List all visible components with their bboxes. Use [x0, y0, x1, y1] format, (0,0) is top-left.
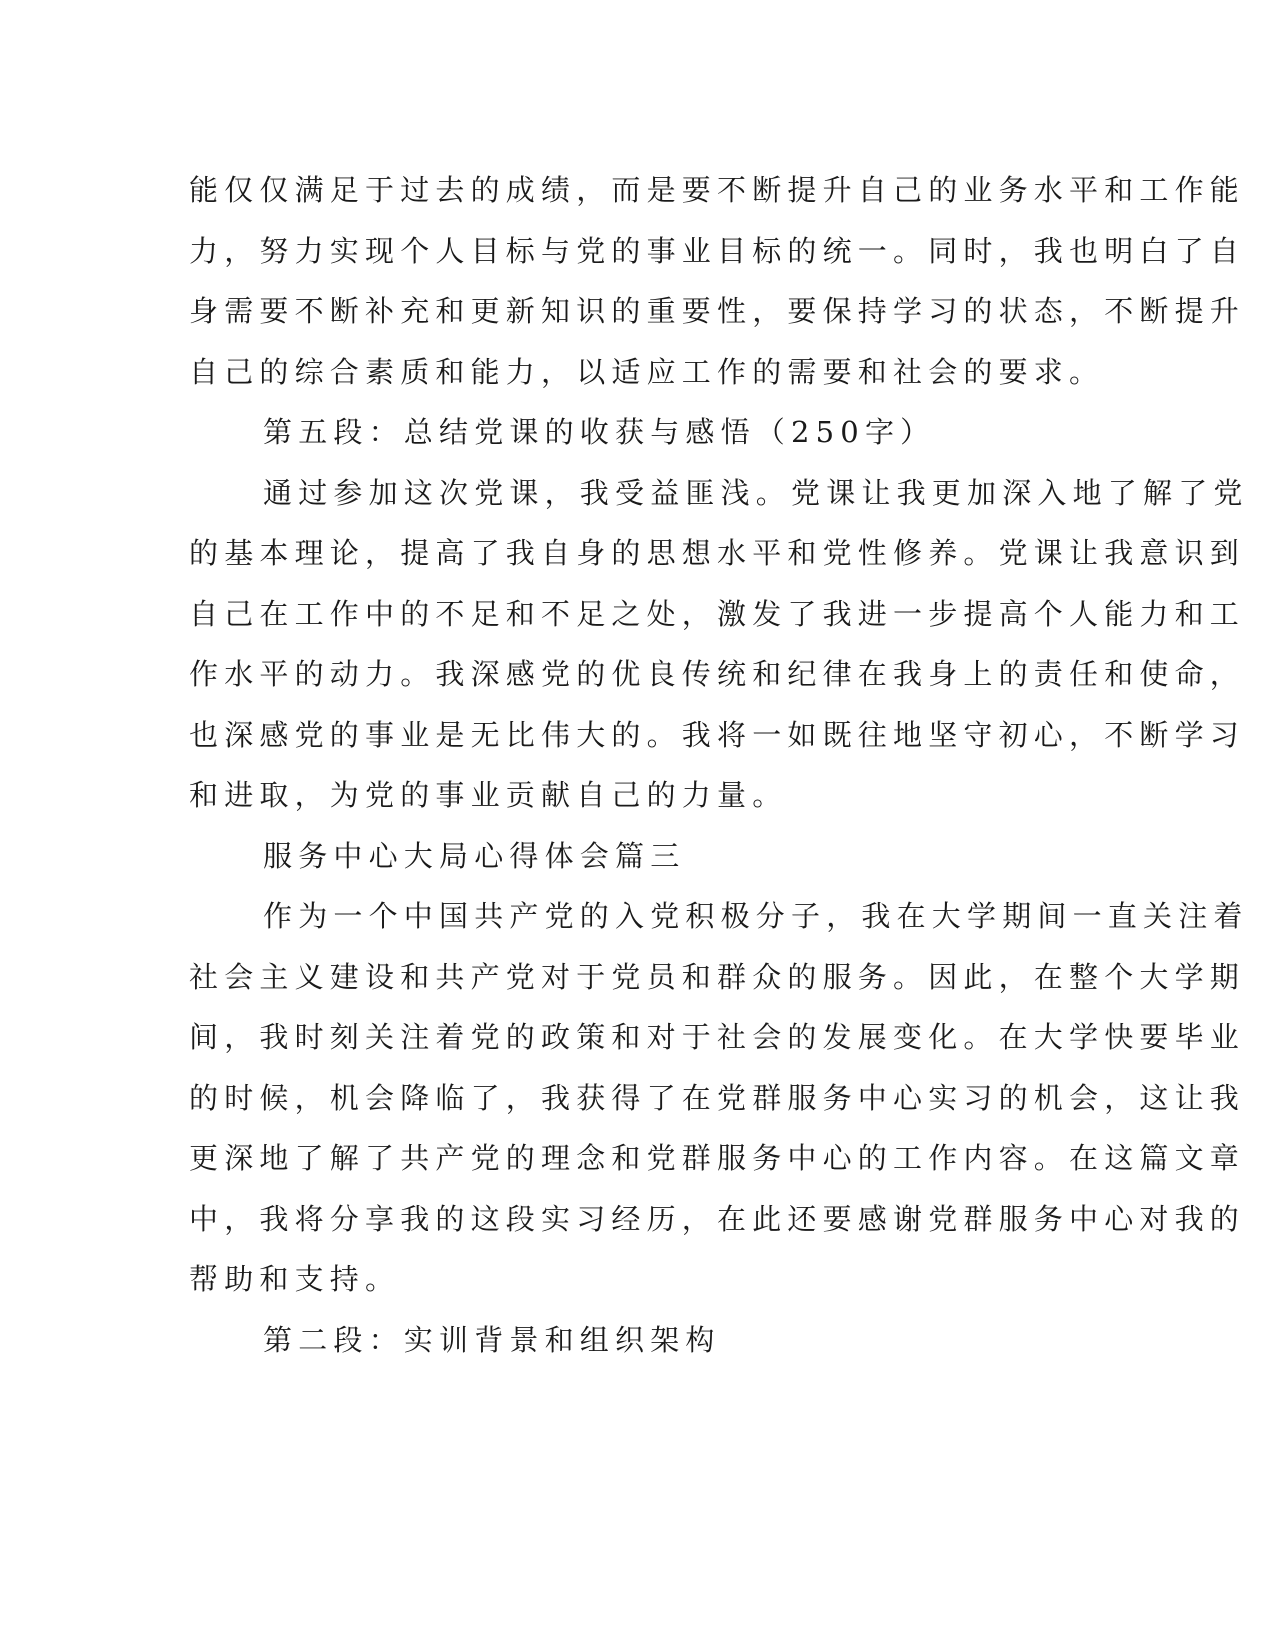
text-line: 力，努力实现个人目标与党的事业目标的统一。同时，我也明白了自 [189, 233, 1246, 268]
text-line: 能仅仅满足于过去的成绩，而是要不断提升自己的业务水平和工作能 [189, 173, 1246, 207]
section-heading: 第二段：实训背景和组织架构 [263, 1322, 721, 1357]
text-line: 自己在工作中的不足和不足之处，激发了我进一步提高个人能力和工 [189, 596, 1246, 631]
section-heading: 第五段：总结党课的收获与感悟（250字） [263, 415, 936, 449]
paragraph-start-line: 通过参加这次党课，我受益匪浅。党课让我更加深入地了解了党 [263, 475, 1249, 510]
text-line: 帮助和支持。 [189, 1262, 401, 1296]
text-line: 中，我将分享我的这段实习经历，在此还要感谢党群服务中心对我的 [189, 1201, 1246, 1236]
text-line: 间，我时刻关注着党的政策和对于社会的发展变化。在大学快要毕业 [189, 1020, 1246, 1054]
text-line: 作水平的动力。我深感党的优良传统和纪律在我身上的责任和使命， [189, 657, 1246, 691]
text-line: 和进取，为党的事业贡献自己的力量。 [189, 778, 788, 812]
article-title: 服务中心大局心得体会篇三 [263, 838, 686, 873]
text-line: 社会主义建设和共产党对于党员和群众的服务。因此，在整个大学期 [189, 959, 1246, 994]
text-line: 身需要不断补充和更新知识的重要性，要保持学习的状态，不断提升 [189, 294, 1246, 328]
document-body [189, 160, 1249, 1370]
text-line: 的基本理论，提高了我自身的思想水平和党性修养。党课让我意识到 [189, 536, 1246, 570]
text-line: 也深感党的事业是无比伟大的。我将一如既往地坚守初心，不断学习 [189, 717, 1246, 752]
text-line: 自己的综合素质和能力，以适应工作的需要和社会的要求。 [189, 354, 1105, 389]
text-line: 的时候，机会降临了，我获得了在党群服务中心实习的机会，这让我 [189, 1080, 1246, 1115]
paragraph-start-line: 作为一个中国共产党的入党积极分子，我在大学期间一直关注着 [263, 899, 1249, 933]
text-line: 更深地了解了共产党的理念和党群服务中心的工作内容。在这篇文章 [189, 1141, 1246, 1175]
